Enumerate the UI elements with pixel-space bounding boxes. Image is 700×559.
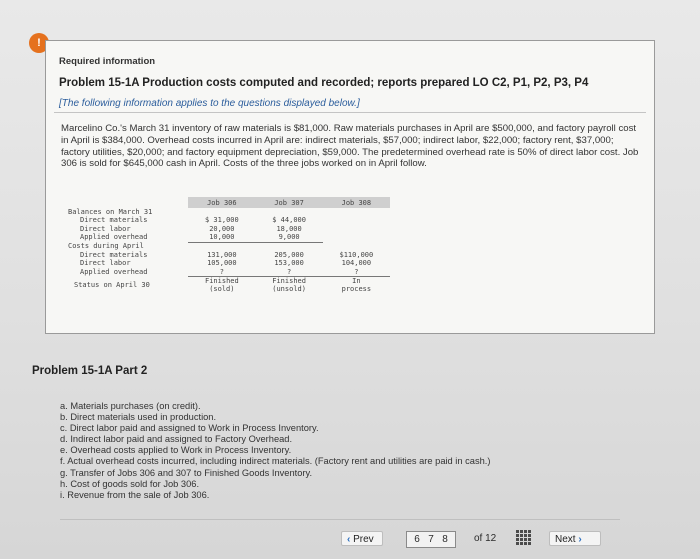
job-cost-table bbox=[68, 197, 390, 293]
row-label: Applied overhead bbox=[80, 268, 148, 277]
list-item: e. Overhead costs applied to Work in Process Inventory. bbox=[60, 445, 292, 456]
prev-button[interactable] bbox=[341, 531, 383, 546]
table-row bbox=[68, 251, 390, 259]
chevron-left-icon: ‹ bbox=[347, 534, 351, 545]
cell-value: 153,000 bbox=[274, 259, 304, 268]
row-label: Direct materials bbox=[80, 251, 148, 260]
cell-value: ? bbox=[255, 268, 322, 277]
costs-label: Costs during April bbox=[68, 242, 144, 251]
page-7[interactable]: 7 bbox=[428, 534, 434, 545]
table-header-job-307: Job 307 bbox=[255, 197, 322, 208]
cell-value bbox=[323, 233, 390, 242]
table-header-row bbox=[68, 197, 390, 208]
cell-value: 105,000 bbox=[207, 259, 237, 268]
status-job-307: Finished (unsold) bbox=[272, 277, 306, 294]
list-item: a. Materials purchases (on credit). bbox=[60, 401, 201, 411]
alert-icon: ! bbox=[29, 33, 49, 53]
row-label: Direct materials bbox=[80, 216, 148, 225]
list-item: f. Actual overhead costs incurred, including indirect materials. (Factory rent and utilities are paid in cash.) bbox=[60, 456, 491, 467]
cell-value: $110,000 bbox=[339, 251, 374, 260]
instructions-note: [The following information applies to the questions displayed below.] bbox=[54, 95, 646, 113]
chevron-right-icon: › bbox=[578, 534, 582, 545]
cell-value: 205,000 bbox=[274, 251, 304, 260]
part-2-heading: Problem 15-1A Part 2 bbox=[32, 365, 148, 377]
table-row bbox=[68, 259, 390, 267]
table-row bbox=[68, 216, 390, 224]
cell-value: 20,000 bbox=[209, 224, 235, 233]
divider bbox=[60, 519, 620, 520]
page-selector[interactable] bbox=[406, 531, 456, 548]
problem-title: Problem 15-1A Production costs computed and recorded; reports prepared LO C2, P1, P2, P3, P4 bbox=[59, 77, 589, 89]
list-item: h. Cost of goods sold for Job 306. bbox=[60, 478, 200, 489]
cell-value bbox=[323, 216, 390, 224]
row-label: Direct labor bbox=[80, 259, 131, 268]
cell-value: $ 31,000 bbox=[205, 216, 239, 225]
cell-value: $ 44,000 bbox=[272, 216, 306, 225]
status-job-306: Finished (sold) bbox=[205, 277, 239, 294]
problem-description: Marcelino Co.'s March 31 inventory of raw materials is $81,000. Raw materials purchases in April are $500,000, and factory payroll cost in April is $384,000. Overhead costs incurred in April are: indirect materials, $57,000; indirect labor, $22,000; factory rent, $37,000; factory utilities, $20,000; and factory equipment depreciation, $59,000. The predetermined overhead rate is 50% of direct labor cost. Job 306 is sold for $645,000 cash in April. Costs of the three jobs worked on in April follow. bbox=[61, 123, 639, 170]
list-item: g. Transfer of Jobs 306 and 307 to Finished Goods Inventory. bbox=[60, 467, 313, 478]
task-list bbox=[60, 401, 490, 501]
status-row bbox=[68, 277, 390, 294]
page-8[interactable]: 8 bbox=[442, 534, 448, 545]
row-label: Direct labor bbox=[80, 224, 131, 233]
cell-value: 9,000 bbox=[255, 233, 322, 242]
table-header-blank bbox=[68, 197, 188, 208]
table-row bbox=[68, 225, 390, 233]
table-row bbox=[68, 233, 390, 242]
list-item: d. Indirect labor paid and assigned to Factory Overhead. bbox=[60, 434, 293, 445]
next-button[interactable] bbox=[549, 531, 601, 546]
cell-value: 104,000 bbox=[341, 259, 372, 268]
list-item: i. Revenue from the sale of Job 306. bbox=[60, 489, 210, 500]
balances-label: Balances on March 31 bbox=[68, 208, 153, 216]
required-information-panel bbox=[45, 40, 655, 334]
table-header-job-306: Job 306 bbox=[188, 197, 255, 208]
cell-value: 131,000 bbox=[207, 251, 237, 260]
page-count: of 12 bbox=[474, 533, 497, 544]
grid-icon[interactable] bbox=[516, 530, 531, 545]
cell-value: ? bbox=[188, 268, 255, 277]
next-label: Next bbox=[555, 534, 576, 545]
page-6[interactable]: 6 bbox=[414, 534, 420, 545]
list-item: b. Direct materials used in production. bbox=[60, 412, 217, 423]
table-row bbox=[68, 268, 390, 277]
row-label: Applied overhead bbox=[80, 233, 148, 242]
status-label: Status on April 30 bbox=[74, 280, 150, 289]
cell-value bbox=[323, 225, 390, 233]
cell-value: 10,000 bbox=[188, 233, 255, 242]
status-job-308: In process bbox=[341, 277, 372, 294]
cell-value: 18,000 bbox=[276, 224, 302, 233]
prev-label: Prev bbox=[353, 534, 374, 545]
required-information-heading: Required information bbox=[59, 56, 156, 67]
cell-value: ? bbox=[323, 268, 390, 277]
table-header-job-308: Job 308 bbox=[323, 197, 390, 208]
list-item: c. Direct labor paid and assigned to Work in Process Inventory. bbox=[60, 423, 319, 434]
